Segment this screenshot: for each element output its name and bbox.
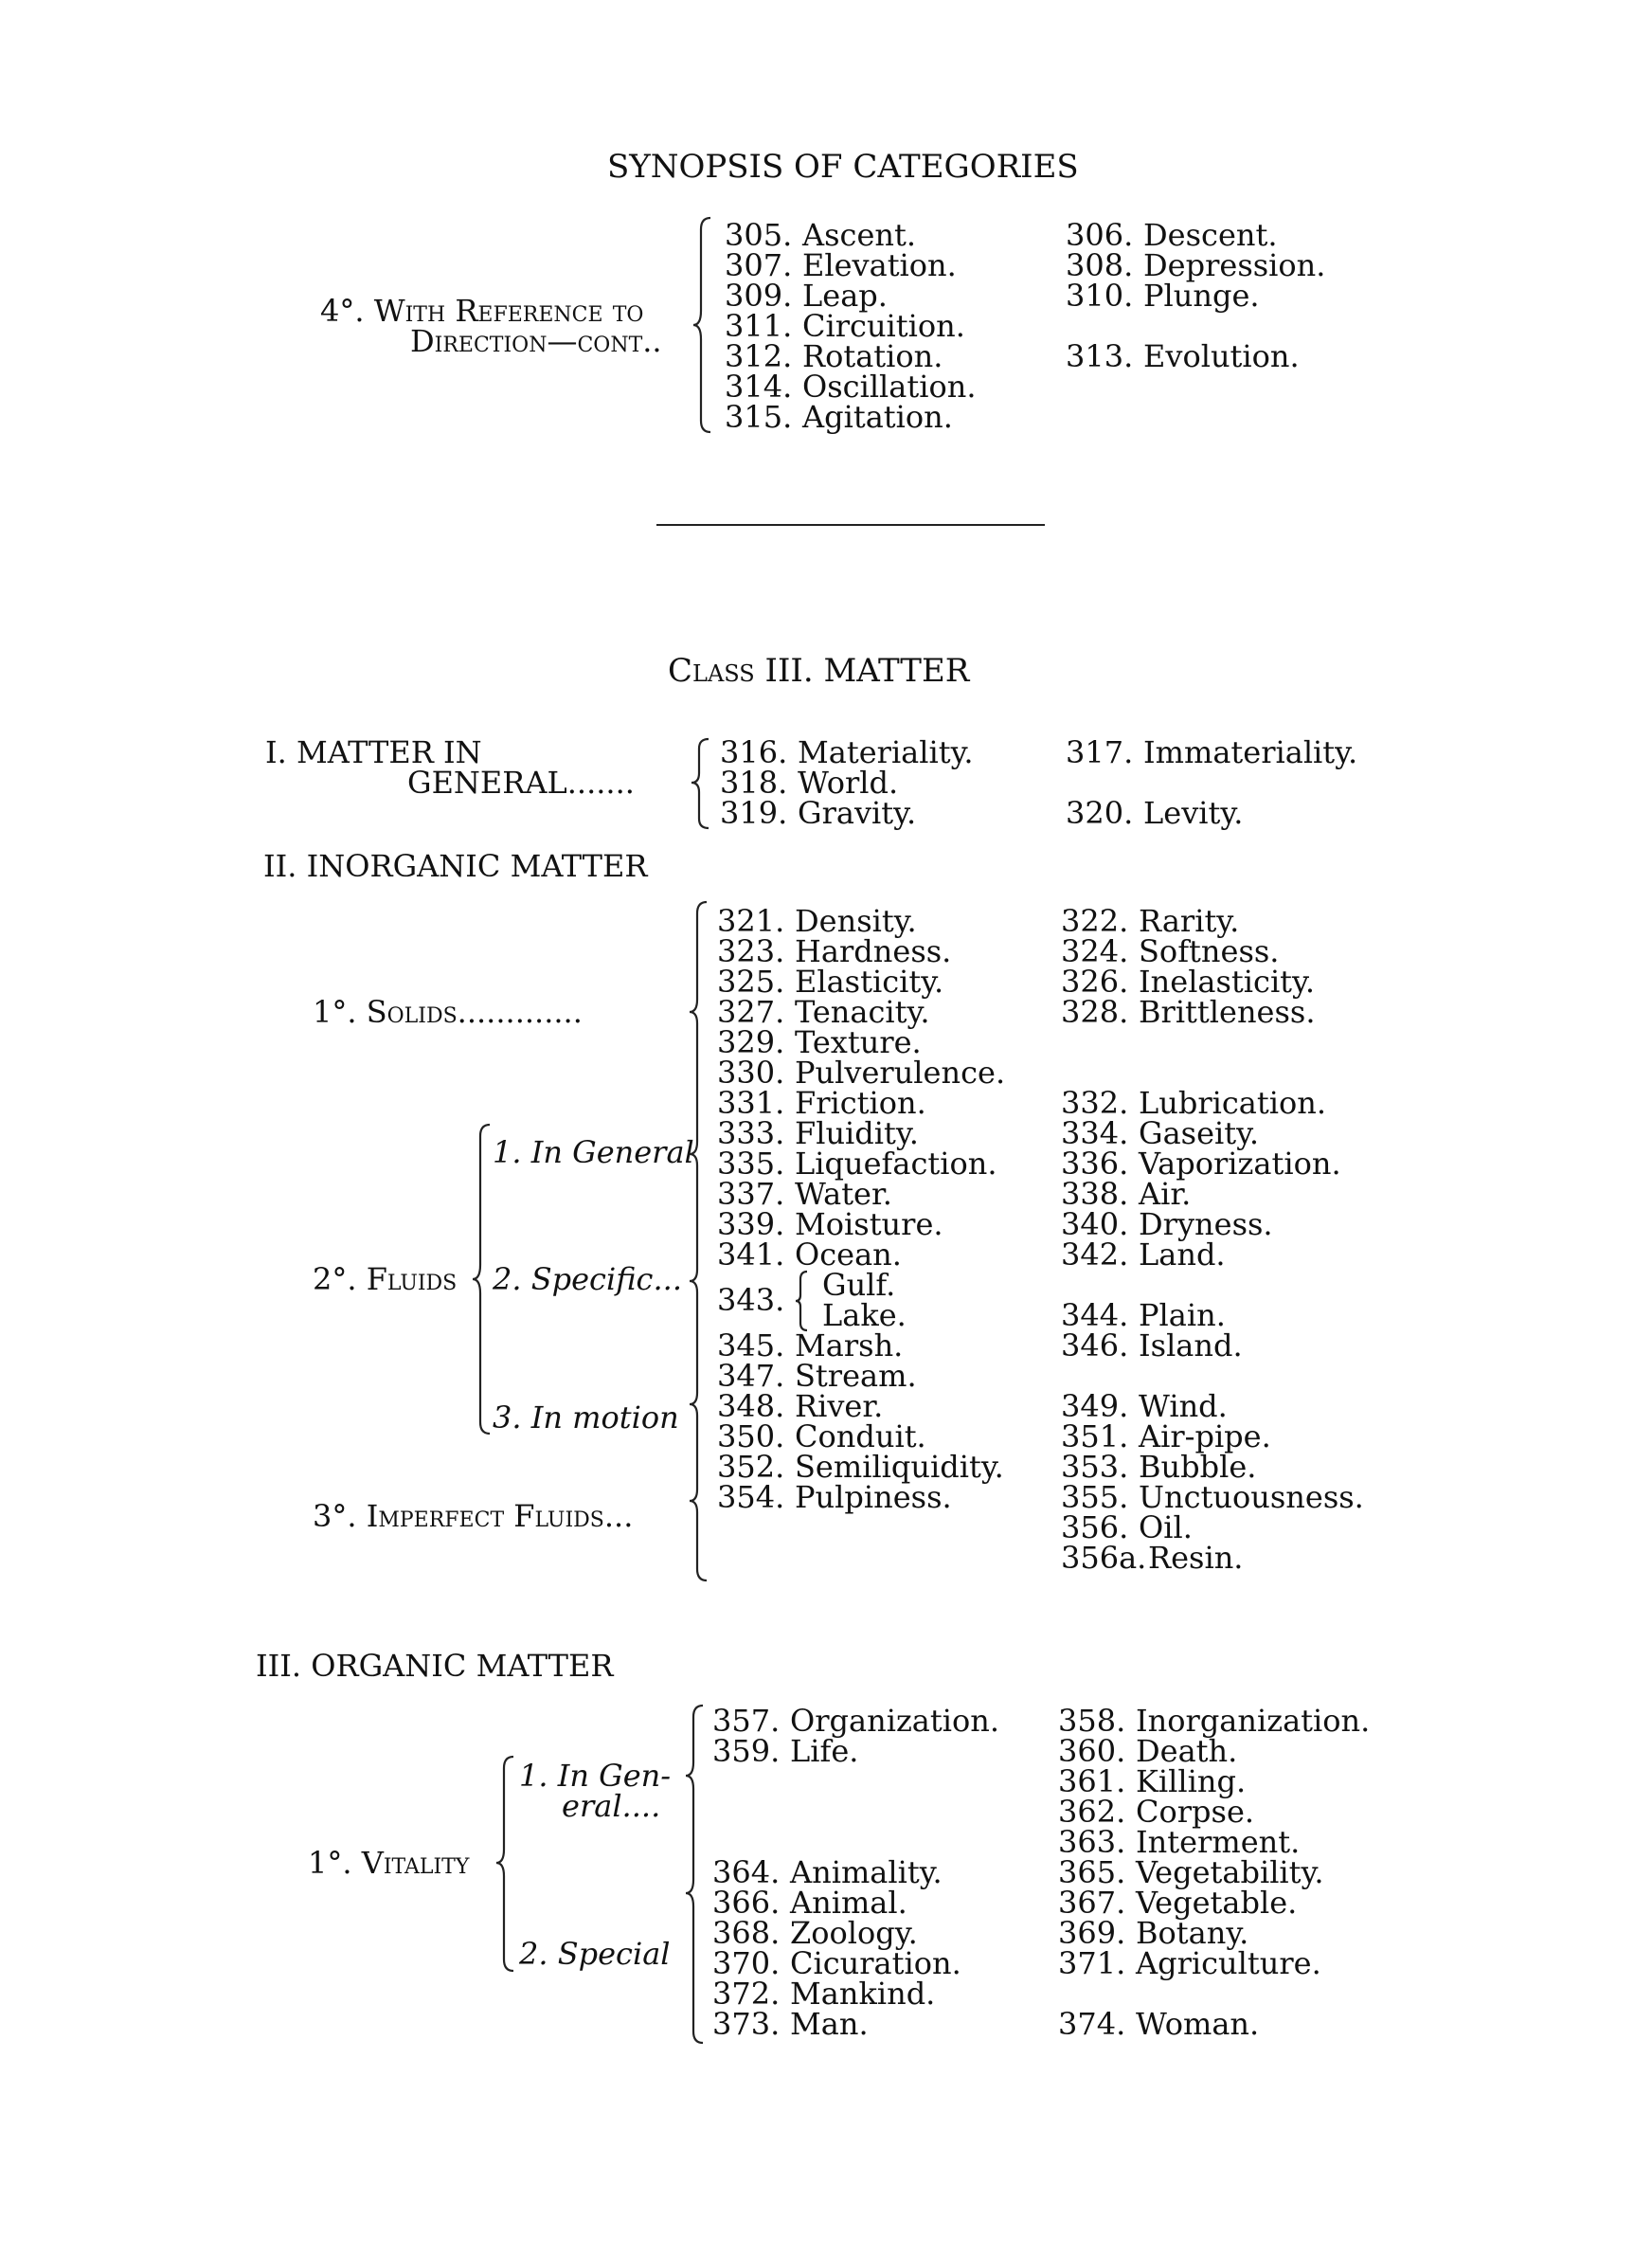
list-item: 356. Oil. [1061,1509,1193,1545]
matter-general-brace [690,737,718,832]
list-item: 325. Elasticity. [717,964,944,1000]
list-item: 313. Evolution. [1066,338,1300,374]
list-item: 371. Agriculture. [1058,1945,1321,1981]
list-item: 324. Softness. [1061,933,1280,969]
list-item: 372. Mankind. [712,1976,936,2012]
list-item: 309. Leap. [725,278,888,314]
list-item: 308. Depression. [1066,247,1326,283]
list-item: 319. Gravity. [720,795,917,831]
list-item: 348. River. [717,1388,884,1424]
list-item: 342. Land. [1061,1237,1226,1273]
list-item: 349. Wind. [1061,1388,1228,1424]
list-item: 352. Semiliquidity. [717,1449,1004,1485]
list-item: 310. Plunge. [1066,278,1260,314]
list-item: 334. Gaseity. [1061,1115,1260,1151]
matter-general-label-line2: GENERAL....... [407,765,635,801]
list-item: 305. Ascent. [725,217,917,253]
list-item: 367. Vegetable. [1058,1885,1298,1921]
list-item: 341. Ocean. [717,1237,902,1273]
list-item: 316. Materiality. [720,734,974,770]
list-item: 347. Stream. [717,1358,917,1394]
gulf-lake-brace [794,1270,813,1332]
list-item: 351. Air-pipe. [1061,1418,1271,1454]
organic-brace [684,1704,712,2045]
list-item: 357. Organization. [712,1703,1000,1739]
vitality-sub1-line1: 1. In Gen- [519,1758,672,1794]
list-item: 370. Cicuration. [712,1945,961,1981]
fluids-sub2: 2. Specific... [493,1261,682,1297]
list-item: 317. Immateriality. [1066,734,1358,770]
list-item: 359. Life. [712,1733,859,1769]
fluids-label: 2°. Fluids [313,1261,458,1297]
list-item: 339. Moisture. [717,1206,943,1242]
list-item: 373. Man. [712,2006,869,2042]
list-item: 368. Zoology. [712,1915,918,1951]
list-item: 345. Marsh. [717,1327,904,1363]
list-item: 320. Levity. [1066,795,1244,831]
list-item: 321. Density. [717,903,917,939]
list-item: 354. Pulpiness. [717,1479,952,1515]
page-title: SYNOPSIS OF CATEGORIES [607,148,1079,186]
direction-label-line2: Direction—cont.. [410,323,662,359]
list-item: 315. Agitation. [725,399,953,435]
list-item: 311. Circuition. [725,308,965,344]
direction-label-line1: 4°. With Reference to [320,293,644,329]
list-item: 332. Lubrication. [1061,1085,1327,1121]
vitality-sub2: 2. Special [519,1936,671,1972]
list-item: 306. Descent. [1066,217,1278,253]
list-item: 314. Oscillation. [725,369,977,405]
list-item: 353. Bubble. [1061,1449,1257,1485]
list-item: 330. Pulverulence. [717,1055,1006,1091]
list-item: 344. Plain. [1061,1297,1226,1333]
list-item: 326. Inelasticity. [1061,964,1316,1000]
list-item: 343. [717,1282,785,1318]
section-divider [656,524,1045,526]
list-item-lake: Lake. [822,1297,907,1333]
list-item: 327. Tenacity. [717,994,930,1030]
list-item: 363. Interment. [1058,1824,1301,1860]
organic-heading: III. ORGANIC MATTER [256,1648,614,1684]
list-item: 335. Liquefaction. [717,1146,997,1182]
list-item: 358. Inorganization. [1058,1703,1371,1739]
list-item: 307. Elevation. [725,247,957,283]
list-item: 337. Water. [717,1176,892,1212]
list-item: 366. Animal. [712,1885,907,1921]
list-item: 346. Island. [1061,1327,1243,1363]
imperfect-fluids-label: 3°. Imperfect Fluids... [313,1498,634,1534]
list-item: 361. Killing. [1058,1763,1247,1799]
solids-label: 1°. Solids............. [313,994,583,1030]
list-item: 329. Texture. [717,1024,922,1060]
list-item: 365. Vegetability. [1058,1854,1324,1890]
list-item: 328. Brittleness. [1061,994,1316,1030]
list-item: 355. Unctuousness. [1061,1479,1364,1515]
list-item: 318. World. [720,765,899,801]
list-item: 333. Fluidity. [717,1115,919,1151]
list-item: 374. Woman. [1058,2006,1260,2042]
list-item: 331. Friction. [717,1085,926,1121]
list-item: 350. Conduit. [717,1418,926,1454]
list-item: 340. Dryness. [1061,1206,1273,1242]
list-item: 336. Vaporization. [1061,1146,1341,1182]
fluids-sub3: 3. In motion [493,1399,679,1435]
list-item: 360. Death. [1058,1733,1238,1769]
fluids-sub1: 1. In General [493,1134,694,1170]
list-item: 322. Rarity. [1061,903,1240,939]
list-item: 369. Botany. [1058,1915,1249,1951]
vitality-label: 1°. Vitality [308,1845,470,1881]
direction-brace [691,216,720,434]
inorganic-brace [688,900,716,1582]
matter-general-label-line1: I. MATTER IN [265,734,482,770]
inorganic-heading: II. INORGANIC MATTER [263,848,648,884]
class-title: Class III. MATTER [668,652,970,690]
list-item: 364. Animality. [712,1854,943,1890]
list-item: 312. Rotation. [725,338,943,374]
list-item: 338. Air. [1061,1176,1192,1212]
vitality-sub1-line2: eral.... [562,1788,661,1824]
list-item: 356a.Resin. [1061,1540,1244,1576]
list-item-gulf: Gulf. [822,1267,896,1303]
list-item: 362. Corpse. [1058,1794,1255,1830]
list-item: 323. Hardness. [717,933,952,969]
